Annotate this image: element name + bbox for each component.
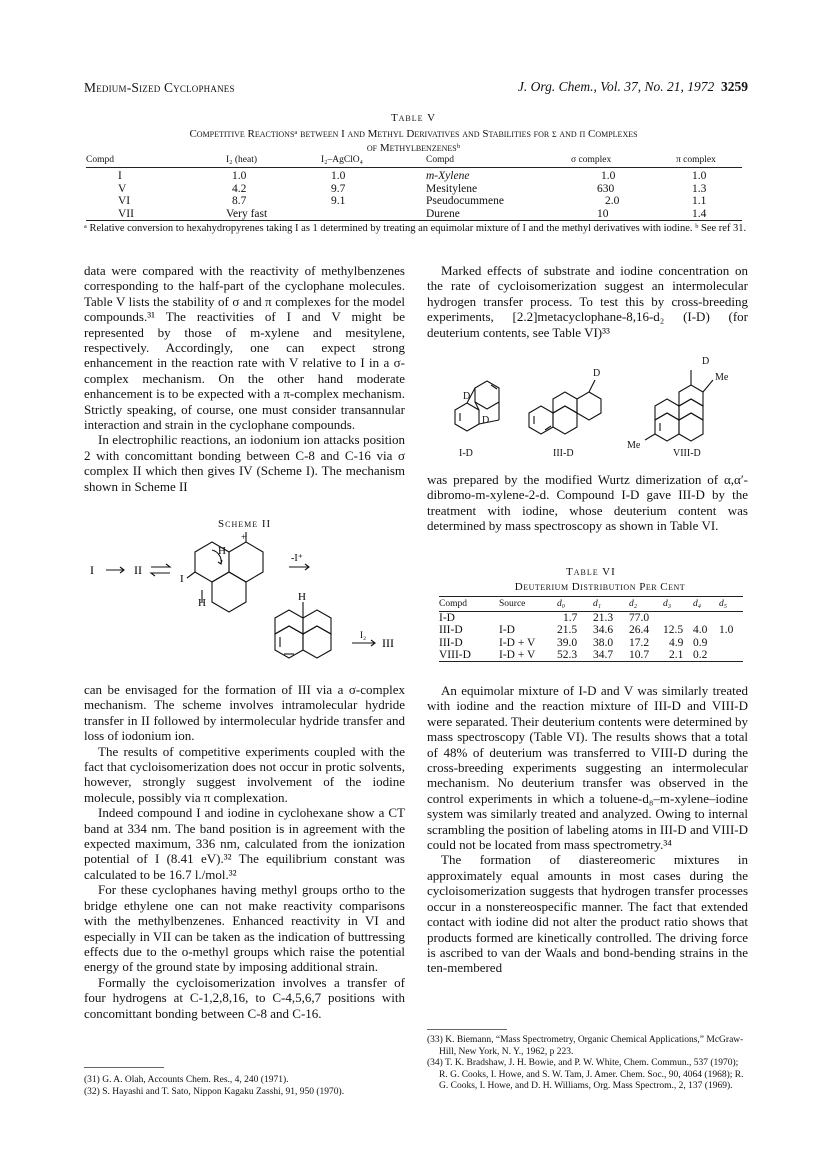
table-cell: 4.0 — [693, 624, 708, 637]
table-header: d₄ — [693, 597, 719, 612]
table-cell: I-D + V — [499, 636, 536, 649]
table-row — [439, 624, 743, 636]
table-cell: 1.0 — [719, 624, 734, 637]
ring — [679, 413, 703, 441]
table-cell: 21.5 — [557, 624, 578, 637]
table-cell — [663, 612, 693, 625]
paragraph: Formally the cycloisomerization involves a transfer of four hydrogens at C-1,2,8,16, to C-4,5,6,7 positions with concomittant bonding between C-8 and C-16. — [84, 974, 405, 1021]
structure-label-viiid: VIII-D — [673, 448, 701, 459]
table-cell — [693, 612, 719, 625]
table-header: d₁ — [593, 597, 629, 612]
scheme2-diagram — [84, 530, 405, 680]
table-cell: 2.0 — [605, 195, 620, 207]
table-cell: VI — [118, 195, 131, 207]
table5-caption-line1: Competitive Reactionsᵃ between I and Methyl Derivatives and Stabilities for σ and π Complexes — [189, 128, 638, 140]
table-cell: I-D — [499, 624, 515, 637]
table-cell: Pseudocummene — [426, 195, 504, 207]
scheme2-title: Scheme II — [218, 518, 272, 530]
table-cell: Durene — [426, 208, 571, 221]
table5-footnote: ᵃ Relative conversion to hexahydropyrenes taking I as 1 determined by treating an equimolar mixture of I and the methyl derivatives with iodine. ᵇ See ref 31. — [84, 223, 747, 234]
table-cell: 39.0 — [557, 636, 578, 649]
paragraph: Marked effects of substrate and iodine concentration on the rate of cycloisomerization suggest an intermolecular hydrogen transfer process. To test this by cross-breeding experiments, [2.2]metacyclophane-8,16-d₂ (I-D) (for deuterium contents, see Table VI)³³ — [427, 263, 748, 340]
table-cell: I-D + V — [499, 649, 557, 662]
table-cell: 10 — [571, 208, 676, 221]
ring — [529, 406, 553, 434]
ring — [679, 385, 703, 406]
table-cell: m-Xylene — [426, 170, 470, 182]
ring — [553, 406, 577, 434]
table-row — [439, 649, 743, 662]
table6 — [439, 596, 743, 662]
table-cell: 21.3 — [593, 612, 614, 624]
scheme-label-iii: III — [382, 636, 394, 650]
paragraph: The formation of diastereomeric mixtures in approximately equal amounts in most cases during the cycloisomerization suggests that hydrogen transfer processes occur in a nonstereospecific manner. The fact that extended contact with iodine did not alter the product ratio shows that products formed are kinetically controlled. The driving force is ascribed to van der Waals and bond-bending strains in the ten-membered — [427, 852, 748, 976]
reference: (33) K. Biemann, “Mass Spectrometry, Organic Chemical Applications,” McGraw-Hill, New York, N. Y., 1962, p 223. — [427, 1035, 744, 1057]
paragraph: In electrophilic reactions, an iodonium ion attacks position 2 with concomittant bonding between C-8 and C-16 via σ complex II which then gives IV (Scheme I). The mechanism shown in Scheme II — [84, 432, 405, 494]
structure-label-id: I-D — [459, 448, 473, 459]
scheme-label-ii: II — [134, 563, 142, 577]
table-cell — [719, 612, 743, 625]
table-cell: 52.3 — [557, 649, 593, 662]
table-cell: Mesitylene — [426, 182, 478, 195]
atom-d: D — [482, 415, 490, 426]
table-cell: 0.9 — [693, 636, 708, 649]
table5-caption — [80, 127, 747, 155]
table-cell: 4.2 — [232, 182, 247, 195]
table-cell: 1.1 — [692, 195, 707, 207]
table-row — [86, 168, 742, 183]
table-cell: 1.0 — [601, 170, 616, 182]
table-cell: III-D — [439, 636, 463, 649]
table-cell: 10.7 — [629, 649, 663, 662]
atom-d: D — [463, 391, 471, 402]
atom-d: D — [593, 368, 601, 379]
table-cell: 38.0 — [593, 636, 614, 649]
footnote-rule — [427, 1029, 507, 1030]
paragraph: can be envisaged for the formation of III via a σ-complex mechanism. The scheme involves intramolecular hydride transfer in II followed by intermolecular hydride transfer and loss of iodonium ion. — [84, 682, 405, 744]
table-cell: 17.2 — [629, 636, 650, 649]
atom-h: H — [298, 591, 306, 603]
table-cell: 0.2 — [693, 649, 719, 662]
right-column-bottom — [427, 683, 748, 976]
table-cell: 1.7 — [563, 612, 578, 624]
ring — [655, 399, 679, 420]
ring-b — [303, 626, 331, 658]
table-cell — [321, 208, 426, 221]
ring — [577, 392, 601, 420]
table-cell: 2.1 — [663, 649, 693, 662]
right-column-middle — [427, 472, 748, 534]
ring — [655, 413, 679, 441]
table-cell: 34.7 — [593, 649, 629, 662]
ring — [475, 381, 499, 409]
table-cell: 77.0 — [629, 612, 650, 624]
atom-h: H — [218, 545, 226, 557]
ring — [553, 392, 577, 413]
journal-citation — [518, 79, 748, 95]
atom-d: D — [702, 356, 710, 367]
table6-title: Table VI — [566, 566, 616, 578]
structures-figure — [427, 350, 748, 470]
table-cell: 1.0 — [692, 170, 707, 182]
table-cell: 34.6 — [593, 624, 614, 637]
ring-lower — [212, 572, 246, 612]
references-left — [84, 1075, 405, 1098]
table-cell: 1.0 — [331, 170, 346, 182]
table-header: I₂–AgClO₄ — [321, 153, 426, 168]
structure-label-iiid: III-D — [553, 448, 574, 459]
table-cell: 9.1 — [331, 195, 346, 207]
table-header: Compd — [439, 597, 499, 612]
table-cell: I-D — [439, 612, 455, 624]
table-header: σ complex — [571, 153, 676, 168]
reference: (32) S. Hayashi and T. Sato, Nippon Kagaku Zasshi, 91, 950 (1970). — [84, 1086, 345, 1097]
reagent-minus-iplus: -I⁺ — [291, 553, 303, 564]
ring — [455, 403, 479, 431]
table5-caption-line2: of Methylbenzenesᵇ — [366, 142, 461, 154]
left-column-bottom — [84, 682, 405, 1021]
table-cell: Very fast — [226, 208, 321, 221]
ring-c — [303, 610, 331, 634]
table-header: π complex — [676, 153, 742, 168]
ring — [679, 399, 703, 420]
table-cell: VIII-D — [439, 649, 499, 662]
table-cell: 1.3 — [692, 182, 707, 195]
table-row — [86, 195, 742, 208]
atom-i: I — [180, 573, 184, 585]
table-cell — [719, 649, 743, 662]
table-header: Compd — [426, 153, 571, 168]
paragraph: data were compared with the reactivity of methylbenzenes corresponding to the half-part of the cyclophane molecules. Table V lists the stability of σ and π complexes for the model compounds.³¹ The reactivities of I and V might be represented by those of m-xylene and mesitylene, respectively. Accordingly, one can expect strong enhancement in the reaction rate with V relative to I in a σ-complex mechanism. On the other hand moderate enhancement is to be expected with a π-complex mechanism. Strictly speaking, of course, one must consider transannular interaction and strain in the cyclophane compounds. — [84, 263, 405, 433]
paragraph: The results of competitive experiments coupled with the fact that cycloisomerization does not occur in protic solvents, however, strongly suggest involvement of the iodine molecule, possibly via π complexation. — [84, 743, 405, 805]
table-row — [439, 637, 743, 649]
ring-d — [275, 610, 303, 634]
table-row — [439, 612, 743, 625]
table-cell: 8.7 — [232, 195, 247, 207]
atom-me: Me — [627, 440, 641, 451]
table-header-row — [86, 153, 742, 168]
charge-plus: + — [241, 532, 247, 542]
table-cell: V — [118, 182, 127, 195]
table-cell: 9.7 — [331, 182, 346, 195]
reference: (31) G. A. Olah, Accounts Chem. Res., 4, 240 (1971). — [84, 1075, 289, 1085]
table-header-row — [439, 597, 743, 612]
table-header: d₀ — [557, 597, 593, 612]
references-right — [427, 1035, 748, 1093]
table5 — [86, 153, 742, 221]
ring-a — [275, 626, 303, 658]
right-column-top — [427, 263, 748, 340]
table-cell: III-D — [439, 624, 463, 637]
paragraph: Indeed compound I and iodine in cyclohexane show a CT band at 334 nm. The band position is in agreement with the expected maximum, 336 nm, calculated from the ionization potential of I (8.41 eV).³² The equilibrium constant was calculated to be 16.7 l./mol.³² — [84, 805, 405, 882]
table-cell: I — [118, 170, 122, 182]
table-cell: 630 — [597, 182, 615, 195]
journal-name: J. Org. Chem., Vol. 37, No. 21, 1972 — [517, 79, 715, 94]
running-head: Medium-Sized Cyclophanes — [84, 80, 235, 95]
table5-title: Table V — [390, 112, 437, 124]
left-column-top — [84, 263, 405, 494]
atom-h: H — [198, 597, 206, 609]
footnote-rule — [84, 1067, 164, 1068]
reagent-i2: I₂ — [360, 630, 367, 640]
table-cell — [719, 637, 743, 649]
table-cell: 26.4 — [629, 624, 650, 637]
table-cell: VII — [86, 208, 226, 221]
table-cell: 12.5 — [663, 624, 684, 637]
atom-me: Me — [715, 372, 729, 383]
table6-caption: Deuterium Distribution Per Cent — [514, 581, 686, 593]
paragraph: An equimolar mixture of I-D and V was similarly treated with iodine and the reaction mixture of III-D and VIII-D were separated. Their deuterium contents were determined by mass spectroscopy (Table VI). The results shows that a total of 48% of deuterium was transferred to VIII-D during the cross-breeding experiments suggesting an intermolecular mechanism. No deuterium transfer was observed in the control experiments in which a toluene-d₈–m-xylene–iodine system was similarly treated and analyzed. Owing to internal scrambling the position of labeling atoms in III-D and VIII-D could not be located from mass spectrometry.³⁴ — [427, 683, 749, 853]
table-cell: 4.9 — [669, 636, 684, 649]
table-header: Source — [499, 597, 557, 612]
reference: (34) T. K. Bradshaw, J. H. Bowie, and P. W. White, Chem. Commun., 537 (1970); R. G. Cooks, I. Howe, and S. W. Tam, J. Amer. Chem. Soc., 90, 4064 (1968); R. G. Cooks, I. Howe, and D. H. Williams, Org. Mass Spectrom., 2, 137 (1969). — [427, 1058, 744, 1091]
table-header: d₅ — [719, 597, 743, 612]
table-cell — [499, 612, 557, 625]
table-row — [86, 183, 742, 196]
ring-upper-right — [229, 542, 263, 582]
paragraph: was prepared by the modified Wurtz dimerization of α,α′-dibromo-m-xylene-2-d. Compound I-D gave III-D by the treatment with iodine, whose deuterium content was determined by mass spectroscopy as shown in Table VI. — [427, 472, 748, 534]
page-number: 3259 — [721, 79, 748, 94]
table-header: Compd — [86, 153, 226, 168]
table-header: d₃ — [663, 597, 693, 612]
table-cell: 1.0 — [232, 170, 247, 182]
table-header: d₂ — [629, 597, 663, 612]
table-row — [86, 208, 742, 221]
table-cell: 1.4 — [676, 208, 742, 221]
scheme-label-i: I — [90, 563, 94, 577]
paragraph: For these cyclophanes having methyl groups ortho to the bridge ethylene one can not make reactivity comparisons with the methylbenzenes. Enhanced reactivity in VI and especially in VII can be taken as the indication of buttressing effects due to the o-methyl groups which raise the potential energy of the ground state by imposing additional strain. — [84, 882, 405, 975]
table-header: I₂ (heat) — [226, 153, 321, 168]
